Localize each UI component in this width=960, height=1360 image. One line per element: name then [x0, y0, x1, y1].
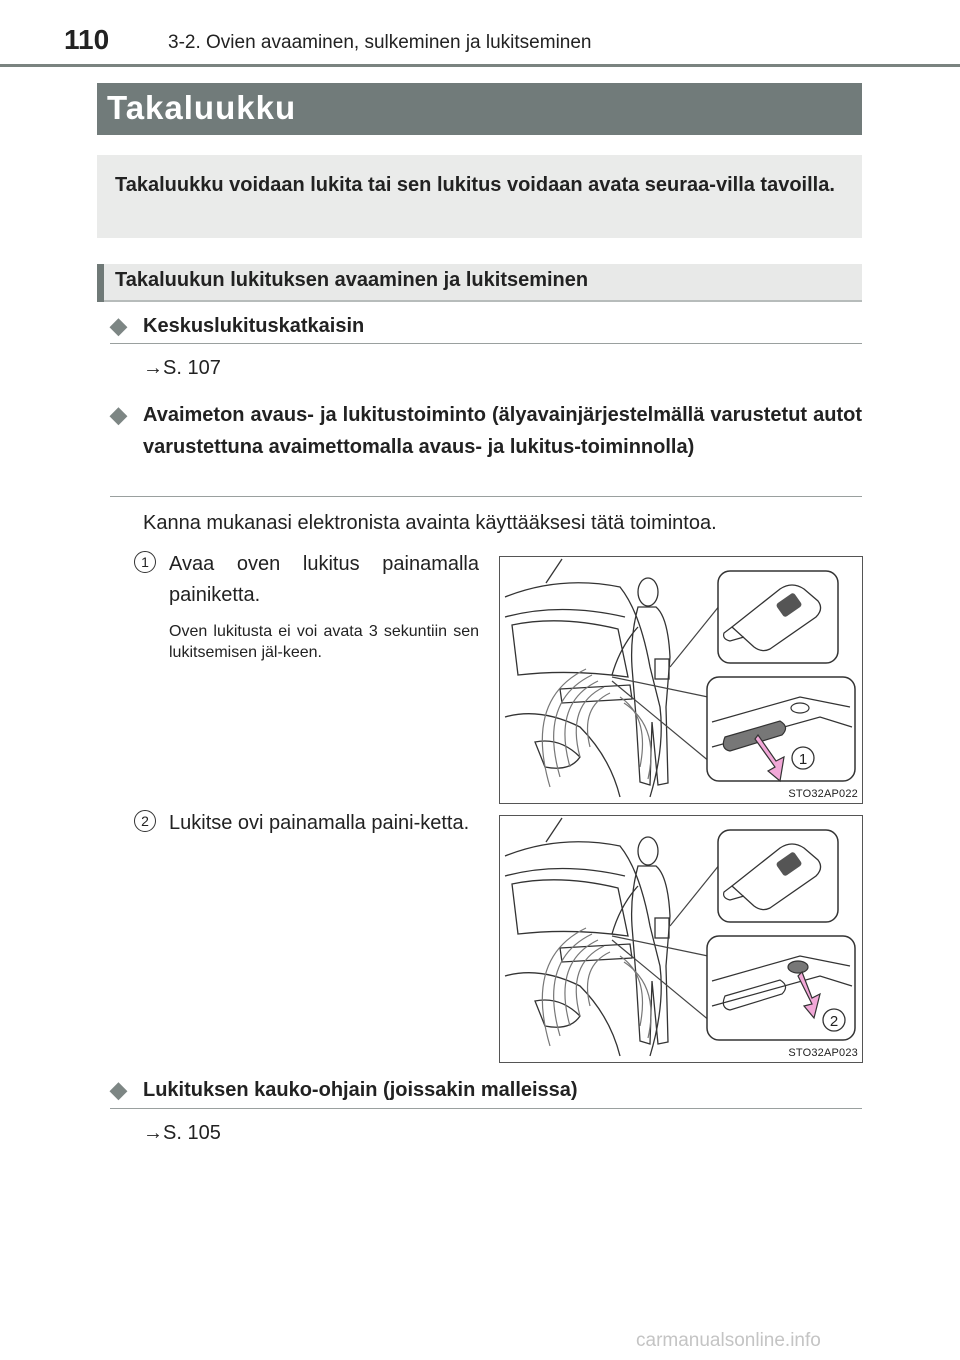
section-accent	[97, 264, 104, 302]
step-1-text: Avaa oven lukitus painamalla painiketta.	[169, 553, 479, 606]
diamond-icon: ◆	[110, 402, 127, 427]
step-marker-2: 2	[134, 810, 156, 832]
figure-callout-2: 2	[829, 1013, 839, 1030]
watermark: carmanualsonline.info	[636, 1330, 821, 1351]
heading-underline	[110, 343, 862, 344]
figure-lock	[499, 815, 863, 1063]
title-bar	[97, 83, 862, 135]
bullet-heading-keyless	[110, 399, 862, 463]
diamond-icon: ◆	[110, 1077, 127, 1102]
bullet-heading-text: Keskuslukituskatkaisin	[143, 315, 365, 337]
page-reference-link[interactable]: →S. 107	[143, 357, 221, 379]
step-marker-1: 1	[134, 551, 156, 573]
car-rear-person-illustration	[500, 557, 862, 803]
figure-code-1: STO32AP022	[788, 788, 858, 800]
page-reference-link[interactable]: →S. 105	[143, 1122, 221, 1144]
car-rear-person-illustration	[500, 816, 862, 1062]
figure-callout-1: 1	[798, 751, 808, 768]
step-1-note: Oven lukitusta ei voi avata 3 sekuntiin sen lukitsemisen jäl-keen.	[169, 623, 479, 661]
heading-underline	[110, 1108, 862, 1109]
intro-text: Takaluukku voidaan lukita tai sen lukitus voidaan avata seuraa-villa tavoilla.	[115, 174, 835, 196]
intro-box	[97, 155, 862, 238]
figure-code-2: STO32AP023	[788, 1047, 858, 1059]
page-title: Takaluukku	[107, 89, 297, 126]
header-divider	[0, 64, 960, 67]
page-number: 110	[64, 24, 110, 55]
step-2-text: Lukitse ovi painamalla paini-ketta.	[169, 812, 470, 834]
bullet-heading-remote	[110, 1074, 862, 1106]
instruction-text: Kanna mukanasi elektronista avainta käyttääksesi tätä toimintoa.	[143, 512, 717, 534]
section-heading-bar	[97, 264, 862, 302]
bullet-heading-text: Avaimeton avaus- ja lukitustoiminto (älyavainjärjestelmällä varustetut autot varustettuna avaimettomalla avaus- ja lukitus-toiminnolla)	[143, 404, 862, 458]
section-heading: Takaluukun lukituksen avaaminen ja lukitseminen	[115, 269, 589, 291]
diamond-icon: ◆	[110, 313, 127, 338]
bullet-heading-text: Lukituksen kauko-ohjain (joissakin malleissa)	[143, 1079, 578, 1101]
figure-unlock	[499, 556, 863, 804]
chapter-title: 3-2. Ovien avaaminen, sulkeminen ja lukitseminen	[168, 32, 592, 53]
bullet-heading-central-lock	[110, 310, 862, 342]
heading-underline	[110, 496, 862, 497]
